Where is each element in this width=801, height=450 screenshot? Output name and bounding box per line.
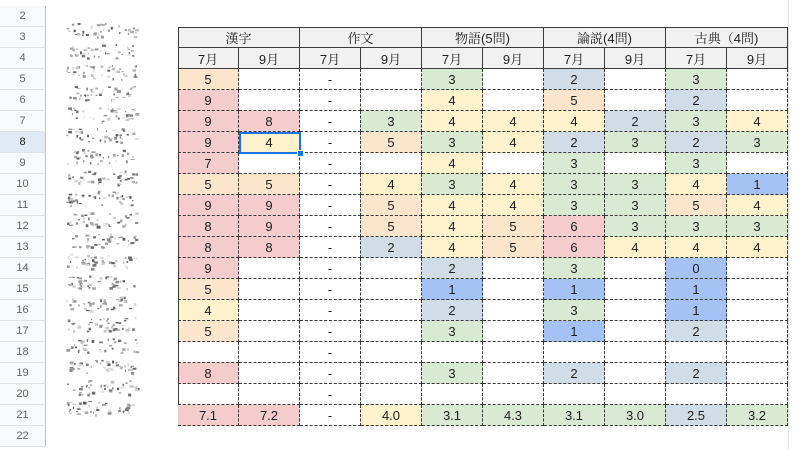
table-cell[interactable]: 5 — [361, 216, 422, 237]
table-cell[interactable]: 4 — [422, 195, 483, 216]
table-left-border — [178, 27, 179, 405]
table-cell[interactable] — [239, 258, 300, 279]
gridline — [788, 0, 789, 450]
table-cell[interactable]: 1 — [727, 174, 788, 195]
table-cell[interactable]: - — [300, 237, 361, 258]
table-cell[interactable]: 4 — [422, 237, 483, 258]
table-cell[interactable]: 5 — [483, 237, 544, 258]
table-cell[interactable]: 4 — [361, 174, 422, 195]
table-cell[interactable]: 4 — [483, 174, 544, 195]
selection-fill-handle[interactable] — [297, 150, 304, 157]
table-cell[interactable]: 1 — [666, 300, 727, 321]
table-cell[interactable]: 8 — [239, 111, 300, 132]
table-cell[interactable]: - — [300, 216, 361, 237]
table-cell[interactable] — [361, 363, 422, 384]
table-cell[interactable]: 1 — [422, 279, 483, 300]
header-month-4[interactable]: 7月 — [422, 48, 483, 69]
table-cell[interactable] — [605, 90, 666, 111]
table-cell[interactable] — [361, 90, 422, 111]
table-cell[interactable]: 4 — [727, 237, 788, 258]
table-cell[interactable]: - — [300, 90, 361, 111]
table-cell[interactable]: - — [300, 363, 361, 384]
table-cell[interactable]: 3 — [666, 111, 727, 132]
table-cell[interactable] — [727, 153, 788, 174]
table-cell[interactable] — [727, 300, 788, 321]
table-cell[interactable]: 3 — [605, 132, 666, 153]
table-cell[interactable]: 2 — [361, 237, 422, 258]
row-header-9[interactable]: 9 — [0, 153, 46, 174]
table-cell[interactable]: 8 — [178, 237, 239, 258]
row-header-2[interactable]: 2 — [0, 6, 46, 27]
table-cell[interactable]: 4 — [727, 195, 788, 216]
table-cell[interactable] — [239, 153, 300, 174]
row-header-4[interactable]: 4 — [0, 48, 46, 69]
table-cell[interactable]: 1 — [666, 279, 727, 300]
table-cell[interactable]: 3 — [544, 153, 605, 174]
table-cell[interactable]: 4 — [727, 111, 788, 132]
table-cell[interactable]: 0 — [666, 258, 727, 279]
table-top-border — [178, 27, 788, 28]
table-cell[interactable]: 3 — [727, 132, 788, 153]
table-cell[interactable] — [727, 279, 788, 300]
header-group-1[interactable]: 作文 — [300, 27, 422, 48]
header-month-1[interactable]: 9月 — [239, 48, 300, 69]
table-cell[interactable] — [361, 153, 422, 174]
table-cell[interactable]: 3 — [605, 195, 666, 216]
table-cell[interactable] — [361, 300, 422, 321]
table-cell[interactable]: 5 — [666, 195, 727, 216]
table-cell[interactable]: 3 — [544, 300, 605, 321]
table-cell[interactable]: 9 — [178, 195, 239, 216]
table-cell[interactable]: 4.3 — [483, 405, 544, 426]
table-cell[interactable]: 4 — [239, 132, 300, 153]
table-cell[interactable]: 4 — [483, 111, 544, 132]
table-cell[interactable]: 1 — [544, 321, 605, 342]
table-cell[interactable]: 4.0 — [361, 405, 422, 426]
table-cell[interactable]: - — [300, 174, 361, 195]
row-header-11[interactable]: 11 — [0, 195, 46, 216]
header-month-8[interactable]: 7月 — [666, 48, 727, 69]
table-cell[interactable]: 3.0 — [605, 405, 666, 426]
table-cell[interactable]: 2 — [666, 90, 727, 111]
table-cell[interactable] — [605, 258, 666, 279]
table-cell[interactable] — [239, 321, 300, 342]
table-cell[interactable]: 5 — [178, 321, 239, 342]
table-cell[interactable]: - — [300, 258, 361, 279]
header-month-0[interactable]: 7月 — [178, 48, 239, 69]
table-cell[interactable] — [483, 153, 544, 174]
table-cell[interactable]: 3 — [422, 69, 483, 90]
table-cell[interactable] — [727, 90, 788, 111]
table-cell[interactable]: 9 — [178, 90, 239, 111]
row-header-18[interactable]: 18 — [0, 342, 46, 363]
table-cell[interactable]: 7 — [178, 153, 239, 174]
row-header-10[interactable]: 10 — [0, 174, 46, 195]
table-cell[interactable]: 2 — [422, 300, 483, 321]
table-cell[interactable]: 3 — [422, 174, 483, 195]
table-cell[interactable]: 3 — [544, 174, 605, 195]
table-cell[interactable]: 3 — [361, 111, 422, 132]
table-cell[interactable]: - — [300, 384, 361, 405]
header-month-3[interactable]: 9月 — [361, 48, 422, 69]
table-cell[interactable]: 9 — [178, 132, 239, 153]
table-cell[interactable] — [483, 279, 544, 300]
row-header-22[interactable]: 22 — [0, 426, 46, 447]
table-cell[interactable]: 6 — [544, 216, 605, 237]
table-cell[interactable] — [605, 69, 666, 90]
table-cell[interactable]: 2 — [666, 132, 727, 153]
table-cell[interactable] — [605, 342, 666, 363]
row-header-5[interactable]: 5 — [0, 69, 46, 90]
row-header-21[interactable]: 21 — [0, 405, 46, 426]
table-cell[interactable]: - — [300, 132, 361, 153]
student-name-column — [46, 0, 178, 450]
table-cell[interactable] — [239, 69, 300, 90]
table-cell[interactable]: 4 — [178, 300, 239, 321]
table-cell[interactable] — [605, 153, 666, 174]
table-cell[interactable] — [483, 342, 544, 363]
table-cell[interactable] — [666, 384, 727, 405]
table-cell[interactable]: 4 — [483, 195, 544, 216]
row-header-3[interactable]: 3 — [0, 27, 46, 48]
table-cell[interactable]: 2 — [666, 363, 727, 384]
table-cell[interactable]: - — [300, 153, 361, 174]
table-cell[interactable] — [361, 258, 422, 279]
table-cell[interactable]: 2 — [605, 111, 666, 132]
table-cell[interactable]: 7.1 — [178, 405, 239, 426]
table-cell[interactable]: - — [300, 279, 361, 300]
table-cell[interactable] — [239, 363, 300, 384]
table-cell[interactable]: 3 — [422, 132, 483, 153]
table-cell[interactable] — [544, 342, 605, 363]
row-header-7[interactable]: 7 — [0, 111, 46, 132]
table-cell[interactable] — [239, 384, 300, 405]
table-cell[interactable] — [483, 321, 544, 342]
table-cell[interactable]: 2 — [544, 132, 605, 153]
row-header-8[interactable]: 8 — [0, 132, 46, 153]
row-header-19[interactable]: 19 — [0, 363, 46, 384]
table-cell[interactable] — [605, 363, 666, 384]
table-cell[interactable]: 5 — [361, 195, 422, 216]
table-cell[interactable]: 3 — [666, 153, 727, 174]
table-cell[interactable]: 5 — [178, 174, 239, 195]
table-cell[interactable]: 3 — [422, 363, 483, 384]
row-header-6[interactable]: 6 — [0, 90, 46, 111]
table-cell[interactable]: 4 — [666, 174, 727, 195]
table-cell[interactable]: 3.1 — [544, 405, 605, 426]
table-cell[interactable] — [422, 342, 483, 363]
table-cell[interactable] — [239, 279, 300, 300]
table-cell[interactable] — [239, 300, 300, 321]
table-cell[interactable]: 3 — [422, 321, 483, 342]
table-cell[interactable] — [727, 258, 788, 279]
table-cell[interactable]: 2 — [544, 69, 605, 90]
table-cell[interactable] — [483, 384, 544, 405]
row-header-14[interactable]: 14 — [0, 258, 46, 279]
row-header-12[interactable]: 12 — [0, 216, 46, 237]
table-cell[interactable] — [727, 342, 788, 363]
table-cell[interactable] — [361, 321, 422, 342]
table-cell[interactable] — [483, 69, 544, 90]
table-cell[interactable] — [239, 90, 300, 111]
table-cell[interactable] — [178, 342, 239, 363]
row-header-16[interactable]: 16 — [0, 300, 46, 321]
table-cell[interactable] — [422, 384, 483, 405]
header-month-5[interactable]: 9月 — [483, 48, 544, 69]
table-cell[interactable]: 9 — [239, 216, 300, 237]
table-cell[interactable]: - — [300, 69, 361, 90]
table-cell[interactable] — [483, 258, 544, 279]
table-cell[interactable] — [483, 363, 544, 384]
header-group-2[interactable]: 物語(5問) — [422, 27, 544, 48]
row-header-15[interactable]: 15 — [0, 279, 46, 300]
table-cell[interactable] — [361, 384, 422, 405]
table-cell[interactable]: - — [300, 342, 361, 363]
table-cell[interactable] — [544, 384, 605, 405]
row-header-20[interactable]: 20 — [0, 384, 46, 405]
table-cell[interactable]: 8 — [178, 216, 239, 237]
table-cell[interactable]: - — [300, 321, 361, 342]
table-cell[interactable] — [605, 279, 666, 300]
table-cell[interactable]: 8 — [178, 363, 239, 384]
header-month-2[interactable]: 7月 — [300, 48, 361, 69]
table-cell[interactable]: - — [300, 111, 361, 132]
table-cell[interactable]: 5 — [178, 69, 239, 90]
row-header-13[interactable]: 13 — [0, 237, 46, 258]
table-cell[interactable] — [605, 300, 666, 321]
header-group-4[interactable]: 古典（4問) — [666, 27, 788, 48]
table-cell[interactable] — [727, 384, 788, 405]
table-cell[interactable]: 2 — [544, 363, 605, 384]
table-cell[interactable]: - — [300, 405, 361, 426]
row-header-17[interactable]: 17 — [0, 321, 46, 342]
table-cell[interactable]: 3 — [544, 258, 605, 279]
table-cell[interactable]: 4 — [666, 237, 727, 258]
table-cell[interactable]: - — [300, 195, 361, 216]
table-cell[interactable]: 4 — [422, 216, 483, 237]
table-cell[interactable] — [361, 69, 422, 90]
table-cell[interactable]: 3.2 — [727, 405, 788, 426]
redacted-names-scribble — [46, 0, 178, 450]
table-cell[interactable]: 3 — [544, 195, 605, 216]
table-cell[interactable]: 4 — [544, 111, 605, 132]
table-cell[interactable]: 8 — [239, 237, 300, 258]
table-cell[interactable] — [727, 321, 788, 342]
table-cell[interactable]: 3 — [727, 216, 788, 237]
table-cell[interactable]: 4 — [422, 153, 483, 174]
table-cell[interactable]: 2 — [422, 258, 483, 279]
header-group-0[interactable]: 漢字 — [178, 27, 300, 48]
table-cell[interactable]: 1 — [544, 279, 605, 300]
table-cell[interactable]: 2 — [666, 321, 727, 342]
table-cell[interactable] — [605, 384, 666, 405]
table-cell[interactable] — [239, 342, 300, 363]
table-cell[interactable]: 4 — [483, 132, 544, 153]
table-cell[interactable] — [483, 300, 544, 321]
table-cell[interactable]: 5 — [239, 174, 300, 195]
table-cell[interactable] — [361, 342, 422, 363]
table-cell[interactable]: 9 — [239, 195, 300, 216]
table-cell[interactable]: 2.5 — [666, 405, 727, 426]
table-cell[interactable] — [666, 342, 727, 363]
header-group-3[interactable]: 論説(4問) — [544, 27, 666, 48]
table-cell[interactable] — [483, 90, 544, 111]
table-cell[interactable]: 5 — [544, 90, 605, 111]
table-cell[interactable]: 3 — [605, 174, 666, 195]
table-cell[interactable]: 5 — [361, 132, 422, 153]
table-cell[interactable]: 3 — [666, 69, 727, 90]
table-cell[interactable]: 4 — [605, 237, 666, 258]
cell-selection-box[interactable] — [239, 132, 301, 154]
table-cell[interactable]: - — [300, 300, 361, 321]
table-cell[interactable]: 6 — [544, 237, 605, 258]
header-month-9[interactable]: 9月 — [727, 48, 788, 69]
table-cell[interactable]: 3.1 — [422, 405, 483, 426]
table-cell[interactable]: 7.2 — [239, 405, 300, 426]
table-cell[interactable]: 4 — [422, 111, 483, 132]
table-cell[interactable]: 3 — [605, 216, 666, 237]
table-cell[interactable]: 5 — [483, 216, 544, 237]
header-month-6[interactable]: 7月 — [544, 48, 605, 69]
header-month-7[interactable]: 9月 — [605, 48, 666, 69]
table-cell[interactable]: 9 — [178, 111, 239, 132]
table-cell[interactable] — [727, 363, 788, 384]
table-cell[interactable] — [605, 321, 666, 342]
table-cell[interactable] — [727, 69, 788, 90]
table-cell[interactable]: 3 — [666, 216, 727, 237]
table-cell[interactable]: 9 — [178, 258, 239, 279]
table-cell[interactable]: 4 — [422, 90, 483, 111]
table-cell[interactable] — [178, 384, 239, 405]
table-cell[interactable]: 5 — [178, 279, 239, 300]
table-cell[interactable] — [361, 279, 422, 300]
